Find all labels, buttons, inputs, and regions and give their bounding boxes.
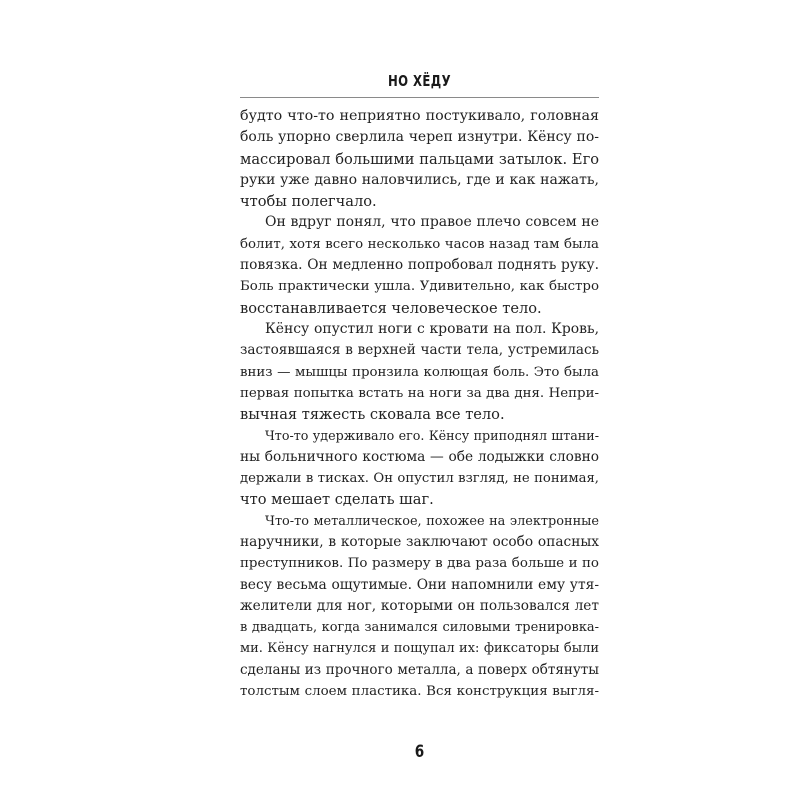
text-line: массировал большими пальцами затылок. Его <box>240 150 599 168</box>
text-line: боль упорно сверлила череп изнутри. Кёнсу по- <box>240 129 599 146</box>
text-line: держали в тисках. Он опустил взгляд, не понимая, <box>240 471 599 487</box>
text-line: будто что-то неприятно постукивало, головная <box>240 108 599 124</box>
text-line: ми. Кёнсу нагнулся и пощупал их: фиксаторы были <box>240 641 599 657</box>
text-line: Боль практически ушла. Удивительно, как быстро <box>240 279 599 295</box>
text-line: желители для ног, которыми он пользовался лет <box>240 597 599 614</box>
paragraph <box>240 212 599 318</box>
text-line: чтобы полегчало. <box>240 193 377 211</box>
text-line: Что-то удерживало его. Кёнсу приподнял штани- <box>265 428 599 444</box>
text-line: руки уже давно наловчились, где и как нажать, <box>240 171 599 188</box>
text-line: Кёнсу опустил ноги с кровати на пол. Кровь, <box>265 320 599 337</box>
paragraph <box>240 425 599 510</box>
text-line: толстым слоем пластика. Вся конструкция выгля- <box>240 684 599 700</box>
text-line: восстанавливается человеческое тело. <box>240 299 542 317</box>
text-line: что мешает сделать шаг. <box>240 491 434 509</box>
paragraph <box>240 511 599 703</box>
text-line: вниз — мышцы пронзила колющая боль. Это была <box>240 364 599 380</box>
header-rule <box>240 97 599 98</box>
body-text <box>240 106 599 702</box>
text-line: болит, хотя всего несколько часов назад там была <box>240 236 599 252</box>
text-line: первая попытка встать на ноги за два дня. Непри- <box>240 385 599 401</box>
text-line: ны больничного костюма — обе лодыжки словно <box>240 448 599 465</box>
text-line: Что-то металлическое, похожее на электронные <box>265 513 599 529</box>
text-line: весу весьма ощутимые. Они напомнили ему утя- <box>240 576 599 593</box>
text-line: повязка. Он медленно попробовал поднять руку. <box>240 257 599 274</box>
text-line: застоявшаяся в верхней части тела, устремилась <box>240 342 599 359</box>
running-head: НО ХЁДУ <box>387 72 451 90</box>
paragraph <box>240 319 599 425</box>
text-line: Он вдруг понял, что правое плечо совсем не <box>265 214 599 231</box>
text-line: в двадцать, когда занимался силовыми тренировка- <box>240 620 599 636</box>
page-number: 6 <box>414 742 425 762</box>
text-line: сделаны из прочного металла, а поверх обтянуты <box>240 661 599 678</box>
text-line: вычная тяжесть сковала все тело. <box>240 406 505 424</box>
paragraph <box>240 106 599 212</box>
text-line: наручники, в которые заключают особо опасных <box>240 533 599 550</box>
text-line: преступников. По размеру в два раза больше и по <box>240 556 599 572</box>
